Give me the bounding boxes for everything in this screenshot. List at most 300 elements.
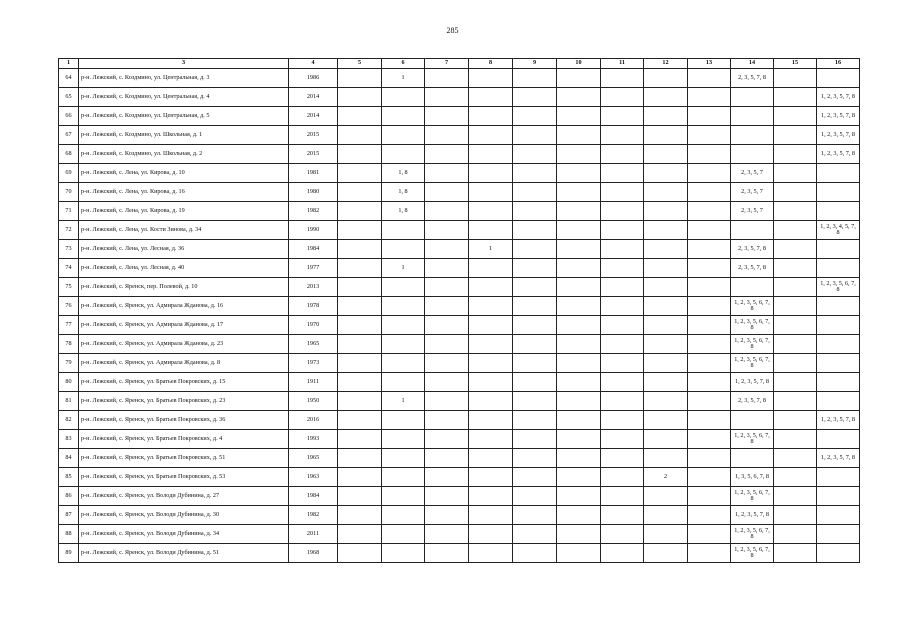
col-9-cell — [513, 525, 557, 544]
col-6-cell: 1 — [382, 392, 425, 411]
address-cell: р-н. Лежский, с. Яренск, ул. Адмирала Жданова, д. 17 — [79, 316, 289, 335]
col-10-cell — [557, 487, 601, 506]
col-10-cell — [557, 316, 601, 335]
col-15-cell — [774, 335, 817, 354]
col-11-cell — [601, 88, 644, 107]
col-9-cell — [513, 449, 557, 468]
col-6-cell — [382, 297, 425, 316]
row-number: 89 — [59, 544, 79, 563]
col-16-cell — [817, 259, 860, 278]
col-5-cell — [338, 164, 382, 183]
col-6-cell — [382, 354, 425, 373]
col-12-cell — [644, 544, 688, 563]
col-8-cell — [469, 487, 513, 506]
table-row — [59, 468, 860, 487]
col-13-cell — [688, 525, 731, 544]
col-16-cell — [817, 297, 860, 316]
col-5-cell — [338, 468, 382, 487]
col-16-cell: 1, 2, 3, 5, 7, 8 — [817, 107, 860, 126]
year-cell: 1978 — [289, 297, 338, 316]
col-7-cell — [425, 392, 469, 411]
address-cell: р-н. Лежский, с. Яренск, ул. Братьев Покровских, д. 36 — [79, 411, 289, 430]
col-14-cell: 1, 2, 3, 5, 6, 7, 8 — [731, 430, 774, 449]
column-header: 6 — [382, 59, 425, 69]
col-7-cell — [425, 354, 469, 373]
row-number: 72 — [59, 221, 79, 240]
column-header: 11 — [601, 59, 644, 69]
col-13-cell — [688, 202, 731, 221]
year-cell: 1981 — [289, 164, 338, 183]
table-row — [59, 392, 860, 411]
col-11-cell — [601, 202, 644, 221]
col-12-cell — [644, 449, 688, 468]
col-11-cell — [601, 449, 644, 468]
column-header: 9 — [513, 59, 557, 69]
column-header: 12 — [644, 59, 688, 69]
row-number: 73 — [59, 240, 79, 259]
col-14-cell — [731, 411, 774, 430]
col-5-cell — [338, 487, 382, 506]
col-13-cell — [688, 354, 731, 373]
col-6-cell — [382, 468, 425, 487]
col-10-cell — [557, 221, 601, 240]
table-row — [59, 164, 860, 183]
col-6-cell — [382, 278, 425, 297]
col-8-cell — [469, 278, 513, 297]
col-8-cell — [469, 335, 513, 354]
col-14-cell — [731, 107, 774, 126]
col-11-cell — [601, 278, 644, 297]
table-row — [59, 316, 860, 335]
col-16-cell — [817, 487, 860, 506]
col-10-cell — [557, 544, 601, 563]
col-9-cell — [513, 259, 557, 278]
col-14-cell — [731, 145, 774, 164]
year-cell: 1980 — [289, 183, 338, 202]
col-11-cell — [601, 69, 644, 88]
year-cell: 1965 — [289, 449, 338, 468]
col-8-cell — [469, 69, 513, 88]
col-6-cell — [382, 107, 425, 126]
col-11-cell — [601, 240, 644, 259]
col-7-cell — [425, 316, 469, 335]
col-8-cell — [469, 126, 513, 145]
year-cell: 2015 — [289, 126, 338, 145]
col-7-cell — [425, 183, 469, 202]
table-row — [59, 487, 860, 506]
row-number: 67 — [59, 126, 79, 145]
col-12-cell — [644, 69, 688, 88]
col-16-cell — [817, 544, 860, 563]
year-cell: 2014 — [289, 88, 338, 107]
col-16-cell — [817, 392, 860, 411]
col-9-cell — [513, 278, 557, 297]
address-cell: р-н. Лежский, с. Яренск, ул. Володи Дубинина, д. 34 — [79, 525, 289, 544]
col-14-cell: 2, 3, 5, 7 — [731, 183, 774, 202]
col-6-cell — [382, 145, 425, 164]
address-cell: р-н. Лежский, с. Яренск, ул. Адмирала Жданова, д. 23 — [79, 335, 289, 354]
col-8-cell — [469, 183, 513, 202]
page-number: 285 — [446, 26, 459, 35]
col-10-cell — [557, 278, 601, 297]
col-13-cell — [688, 145, 731, 164]
col-13-cell — [688, 506, 731, 525]
col-9-cell — [513, 202, 557, 221]
col-6-cell — [382, 449, 425, 468]
table-row — [59, 373, 860, 392]
address-cell: р-н. Лежский, с. Лена, ул. Кости Зинова, д. 34 — [79, 221, 289, 240]
col-7-cell — [425, 411, 469, 430]
col-9-cell — [513, 221, 557, 240]
col-16-cell: 1, 2, 3, 5, 7, 8 — [817, 126, 860, 145]
address-cell: р-н. Лежский, с. Яренск, ул. Володи Дубинина, д. 27 — [79, 487, 289, 506]
address-cell: р-н. Лежский, с. Яренск, ул. Володи Дубинина, д. 51 — [79, 544, 289, 563]
column-header: 15 — [774, 59, 817, 69]
col-10-cell — [557, 335, 601, 354]
col-16-cell: 1, 2, 3, 5, 7, 8 — [817, 411, 860, 430]
col-11-cell — [601, 316, 644, 335]
row-number: 76 — [59, 297, 79, 316]
col-6-cell — [382, 430, 425, 449]
year-cell: 1982 — [289, 202, 338, 221]
col-13-cell — [688, 278, 731, 297]
col-15-cell — [774, 316, 817, 335]
col-15-cell — [774, 126, 817, 145]
row-number: 80 — [59, 373, 79, 392]
col-9-cell — [513, 544, 557, 563]
col-14-cell: 1, 3, 5, 6, 7, 8 — [731, 468, 774, 487]
col-16-cell: 1, 2, 3, 4, 5, 7, 8 — [817, 221, 860, 240]
col-15-cell — [774, 468, 817, 487]
col-5-cell — [338, 259, 382, 278]
address-cell: р-н. Лежский, с. Яренск, пер. Полевой, д. 10 — [79, 278, 289, 297]
address-cell: р-н. Лежский, с. Лена, ул. Лесная, д. 36 — [79, 240, 289, 259]
col-6-cell — [382, 335, 425, 354]
col-12-cell — [644, 411, 688, 430]
col-10-cell — [557, 468, 601, 487]
year-cell: 1965 — [289, 335, 338, 354]
col-13-cell — [688, 468, 731, 487]
col-15-cell — [774, 525, 817, 544]
column-header: 14 — [731, 59, 774, 69]
col-5-cell — [338, 145, 382, 164]
col-6-cell — [382, 316, 425, 335]
col-7-cell — [425, 430, 469, 449]
table-row — [59, 145, 860, 164]
col-5-cell — [338, 373, 382, 392]
col-10-cell — [557, 69, 601, 88]
row-number: 79 — [59, 354, 79, 373]
col-9-cell — [513, 487, 557, 506]
col-13-cell — [688, 107, 731, 126]
col-6-cell: 1 — [382, 259, 425, 278]
col-9-cell — [513, 468, 557, 487]
table-row — [59, 240, 860, 259]
col-8-cell — [469, 392, 513, 411]
row-number: 84 — [59, 449, 79, 468]
col-13-cell — [688, 69, 731, 88]
col-5-cell — [338, 88, 382, 107]
address-cell: р-н. Лежский, с. Коздмино, ул. Школьная, д. 2 — [79, 145, 289, 164]
col-9-cell — [513, 506, 557, 525]
col-8-cell — [469, 506, 513, 525]
col-10-cell — [557, 202, 601, 221]
col-6-cell — [382, 126, 425, 145]
col-5-cell — [338, 278, 382, 297]
col-5-cell — [338, 354, 382, 373]
col-15-cell — [774, 183, 817, 202]
table-row — [59, 259, 860, 278]
col-14-cell: 2, 3, 5, 7, 8 — [731, 392, 774, 411]
address-cell: р-н. Лежский, с. Яренск, ул. Братьев Покровских, д. 15 — [79, 373, 289, 392]
row-number: 74 — [59, 259, 79, 278]
col-5-cell — [338, 221, 382, 240]
col-14-cell: 2, 3, 5, 7 — [731, 202, 774, 221]
col-6-cell — [382, 506, 425, 525]
table-row — [59, 69, 860, 88]
col-13-cell — [688, 88, 731, 107]
col-8-cell — [469, 525, 513, 544]
row-number: 78 — [59, 335, 79, 354]
year-cell: 1968 — [289, 544, 338, 563]
address-cell: р-н. Лежский, с. Яренск, ул. Братьев Покровских, д. 53 — [79, 468, 289, 487]
col-7-cell — [425, 107, 469, 126]
col-14-cell — [731, 278, 774, 297]
col-7-cell — [425, 335, 469, 354]
row-number: 83 — [59, 430, 79, 449]
col-15-cell — [774, 449, 817, 468]
col-7-cell — [425, 240, 469, 259]
col-13-cell — [688, 487, 731, 506]
col-16-cell — [817, 183, 860, 202]
col-10-cell — [557, 259, 601, 278]
col-8-cell — [469, 88, 513, 107]
col-11-cell — [601, 487, 644, 506]
table-row — [59, 126, 860, 145]
col-16-cell: 1, 2, 3, 5, 6, 7, 8 — [817, 278, 860, 297]
col-11-cell — [601, 373, 644, 392]
row-number: 81 — [59, 392, 79, 411]
col-12-cell — [644, 88, 688, 107]
col-15-cell — [774, 240, 817, 259]
table-row — [59, 183, 860, 202]
col-14-cell: 1, 2, 3, 5, 6, 7, 8 — [731, 354, 774, 373]
col-16-cell: 1, 2, 3, 5, 7, 8 — [817, 88, 860, 107]
col-8-cell — [469, 297, 513, 316]
column-header: 3 — [79, 59, 289, 69]
col-5-cell — [338, 411, 382, 430]
col-11-cell — [601, 145, 644, 164]
col-10-cell — [557, 183, 601, 202]
address-cell: р-н. Лежский, с. Лена, ул. Кирова, д. 10 — [79, 164, 289, 183]
table-row — [59, 107, 860, 126]
year-cell: 2014 — [289, 107, 338, 126]
col-5-cell — [338, 69, 382, 88]
col-8-cell — [469, 430, 513, 449]
col-16-cell — [817, 164, 860, 183]
row-number: 85 — [59, 468, 79, 487]
col-15-cell — [774, 278, 817, 297]
col-11-cell — [601, 183, 644, 202]
col-7-cell — [425, 164, 469, 183]
col-6-cell — [382, 88, 425, 107]
col-10-cell — [557, 297, 601, 316]
col-14-cell: 2, 3, 5, 7, 8 — [731, 240, 774, 259]
col-14-cell: 1, 2, 3, 5, 6, 7, 8 — [731, 316, 774, 335]
col-6-cell — [382, 373, 425, 392]
col-12-cell — [644, 297, 688, 316]
col-8-cell — [469, 145, 513, 164]
col-12-cell — [644, 107, 688, 126]
address-cell: р-н. Лежский, с. Коздмино, ул. Центральная, д. 4 — [79, 88, 289, 107]
row-number: 71 — [59, 202, 79, 221]
col-15-cell — [774, 221, 817, 240]
address-cell: р-н. Лежский, с. Коздмино, ул. Школьная, д. 1 — [79, 126, 289, 145]
col-12-cell — [644, 506, 688, 525]
col-12-cell: 2 — [644, 468, 688, 487]
row-number: 68 — [59, 145, 79, 164]
col-7-cell — [425, 221, 469, 240]
col-9-cell — [513, 392, 557, 411]
col-13-cell — [688, 392, 731, 411]
table-row — [59, 506, 860, 525]
col-13-cell — [688, 373, 731, 392]
col-10-cell — [557, 373, 601, 392]
column-header: 1 — [59, 59, 79, 69]
column-header: 16 — [817, 59, 860, 69]
col-9-cell — [513, 335, 557, 354]
col-15-cell — [774, 202, 817, 221]
col-7-cell — [425, 259, 469, 278]
col-15-cell — [774, 487, 817, 506]
col-8-cell — [469, 221, 513, 240]
col-6-cell: 1 — [382, 69, 425, 88]
col-15-cell — [774, 544, 817, 563]
col-8-cell — [469, 202, 513, 221]
col-14-cell — [731, 221, 774, 240]
col-8-cell — [469, 316, 513, 335]
col-12-cell — [644, 259, 688, 278]
col-8-cell — [469, 544, 513, 563]
address-cell: р-н. Лежский, с. Яренск, ул. Володи Дубинина, д. 30 — [79, 506, 289, 525]
col-14-cell — [731, 449, 774, 468]
col-15-cell — [774, 164, 817, 183]
address-cell: р-н. Лежский, с. Коздмино, ул. Центральная, д. 5 — [79, 107, 289, 126]
col-11-cell — [601, 430, 644, 449]
address-cell: р-н. Лежский, с. Коздмино, ул. Центральная, д. 3 — [79, 69, 289, 88]
col-9-cell — [513, 183, 557, 202]
col-13-cell — [688, 449, 731, 468]
col-14-cell: 1, 2, 3, 5, 6, 7, 8 — [731, 525, 774, 544]
address-cell: р-н. Лежский, с. Лена, ул. Кирова, д. 16 — [79, 183, 289, 202]
year-cell: 1993 — [289, 430, 338, 449]
col-8-cell — [469, 164, 513, 183]
column-header: 4 — [289, 59, 338, 69]
address-cell: р-н. Лежский, с. Лена, ул. Лесная, д. 40 — [79, 259, 289, 278]
col-10-cell — [557, 506, 601, 525]
col-15-cell — [774, 354, 817, 373]
col-14-cell: 2, 3, 5, 7, 8 — [731, 69, 774, 88]
col-13-cell — [688, 297, 731, 316]
col-9-cell — [513, 354, 557, 373]
col-16-cell — [817, 69, 860, 88]
col-14-cell: 1, 2, 3, 5, 6, 7, 8 — [731, 487, 774, 506]
address-cell: р-н. Лежский, с. Яренск, ул. Адмирала Жданова, д. 16 — [79, 297, 289, 316]
col-11-cell — [601, 164, 644, 183]
row-number: 88 — [59, 525, 79, 544]
year-cell: 1950 — [289, 392, 338, 411]
col-13-cell — [688, 316, 731, 335]
table-row — [59, 202, 860, 221]
row-number: 70 — [59, 183, 79, 202]
housing-register-table — [58, 58, 860, 563]
col-9-cell — [513, 145, 557, 164]
year-cell: 2015 — [289, 145, 338, 164]
col-14-cell — [731, 126, 774, 145]
row-number: 77 — [59, 316, 79, 335]
address-cell: р-н. Лежский, с. Яренск, ул. Адмирала Жданова, д. 8 — [79, 354, 289, 373]
col-12-cell — [644, 430, 688, 449]
col-12-cell — [644, 183, 688, 202]
row-number: 86 — [59, 487, 79, 506]
col-14-cell: 1, 2, 3, 5, 7, 8 — [731, 506, 774, 525]
col-7-cell — [425, 278, 469, 297]
col-15-cell — [774, 373, 817, 392]
col-6-cell — [382, 487, 425, 506]
header-row — [59, 59, 860, 69]
table-body — [59, 69, 860, 563]
row-number: 87 — [59, 506, 79, 525]
col-12-cell — [644, 126, 688, 145]
col-13-cell — [688, 430, 731, 449]
col-6-cell: 1, 8 — [382, 164, 425, 183]
year-cell: 1963 — [289, 468, 338, 487]
row-number: 75 — [59, 278, 79, 297]
col-6-cell — [382, 221, 425, 240]
col-15-cell — [774, 88, 817, 107]
col-11-cell — [601, 297, 644, 316]
col-10-cell — [557, 411, 601, 430]
table-row — [59, 221, 860, 240]
col-11-cell — [601, 506, 644, 525]
col-6-cell: 1, 8 — [382, 183, 425, 202]
col-11-cell — [601, 259, 644, 278]
year-cell: 1984 — [289, 487, 338, 506]
col-9-cell — [513, 240, 557, 259]
table-row — [59, 335, 860, 354]
col-7-cell — [425, 506, 469, 525]
col-14-cell: 1, 2, 3, 5, 7, 8 — [731, 373, 774, 392]
col-12-cell — [644, 164, 688, 183]
col-12-cell — [644, 240, 688, 259]
table-row — [59, 430, 860, 449]
col-6-cell — [382, 411, 425, 430]
col-9-cell — [513, 316, 557, 335]
col-11-cell — [601, 411, 644, 430]
col-10-cell — [557, 164, 601, 183]
col-8-cell — [469, 468, 513, 487]
address-cell: р-н. Лежский, с. Яренск, ул. Братьев Покровских, д. 4 — [79, 430, 289, 449]
col-15-cell — [774, 297, 817, 316]
address-cell: р-н. Лежский, с. Яренск, ул. Братьев Покровских, д. 51 — [79, 449, 289, 468]
column-header: 7 — [425, 59, 469, 69]
col-7-cell — [425, 145, 469, 164]
col-16-cell — [817, 525, 860, 544]
year-cell: 2016 — [289, 411, 338, 430]
row-number: 69 — [59, 164, 79, 183]
address-cell: р-н. Лежский, с. Лена, ул. Кирова, д. 19 — [79, 202, 289, 221]
col-6-cell — [382, 525, 425, 544]
